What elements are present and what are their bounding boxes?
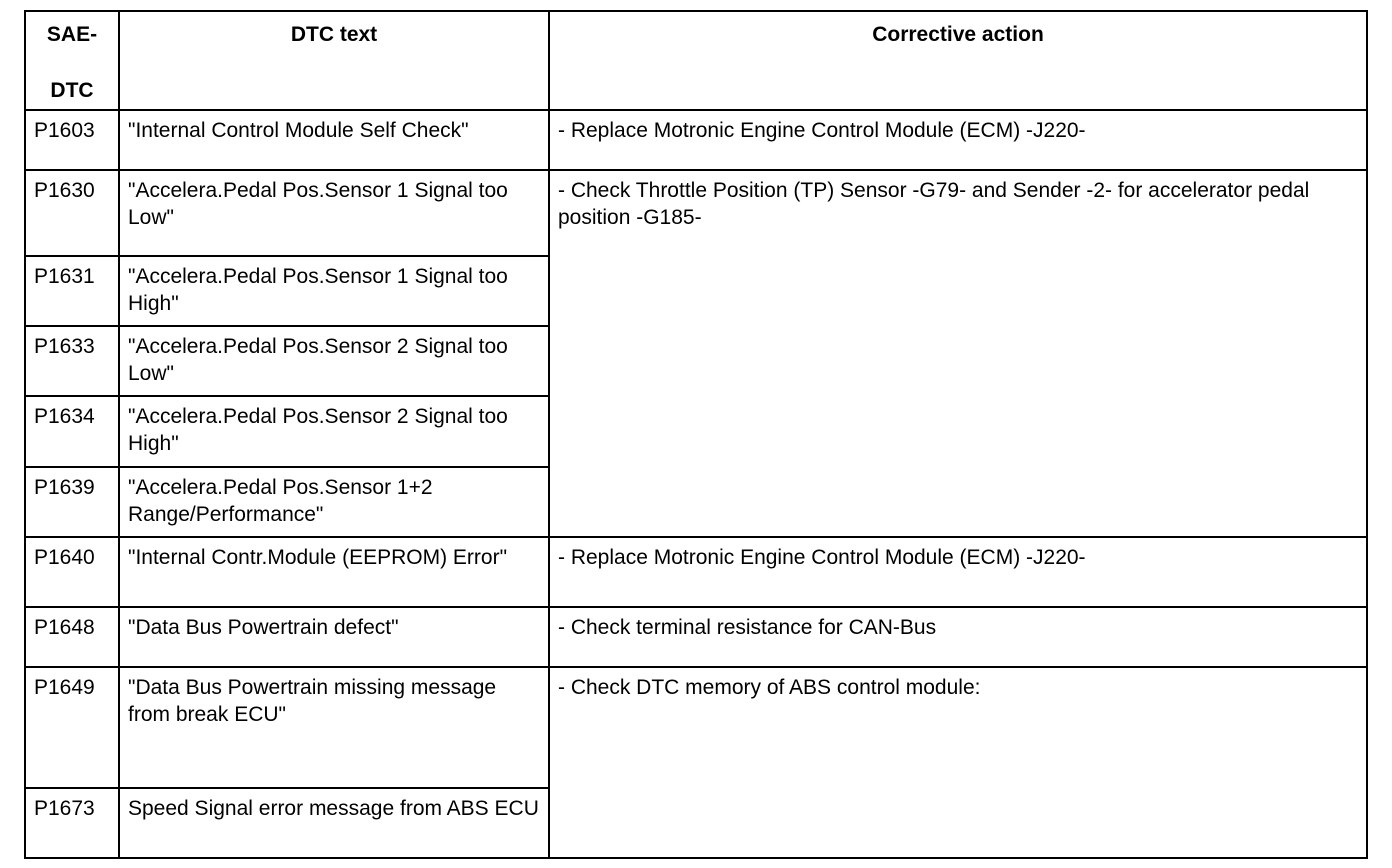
table-row <box>25 607 1367 667</box>
header-row <box>25 11 1367 110</box>
dtc-code: P1639 <box>25 467 119 537</box>
dtc-text: "Data Bus Powertrain defect" <box>119 607 549 667</box>
table-row <box>25 170 1367 256</box>
header-dtc-text: DTC text <box>119 11 549 110</box>
dtc-text: "Internal Contr.Module (EEPROM) Error" <box>119 537 549 607</box>
corrective-action: - Replace Motronic Engine Control Module (ECM) -J220- <box>549 110 1367 170</box>
table-row <box>25 110 1367 170</box>
corrective-action: - Replace Motronic Engine Control Module (ECM) -J220- <box>549 537 1367 607</box>
dtc-text: Speed Signal error message from ABS ECU <box>119 788 549 858</box>
dtc-text: "Accelera.Pedal Pos.Sensor 2 Signal too Low" <box>119 326 549 396</box>
dtc-code: P1631 <box>25 256 119 326</box>
dtc-text: "Accelera.Pedal Pos.Sensor 1 Signal too High" <box>119 256 549 326</box>
dtc-code: P1633 <box>25 326 119 396</box>
dtc-text: "Accelera.Pedal Pos.Sensor 2 Signal too High" <box>119 396 549 467</box>
table-row <box>25 537 1367 607</box>
dtc-text: "Accelera.Pedal Pos.Sensor 1 Signal too Low" <box>119 170 549 256</box>
dtc-code: P1673 <box>25 788 119 858</box>
dtc-code: P1634 <box>25 396 119 467</box>
dtc-code: P1603 <box>25 110 119 170</box>
corrective-action: - Check DTC memory of ABS control module: <box>549 667 1367 858</box>
dtc-code: P1630 <box>25 170 119 256</box>
header-sae-dtc-line2: DTC <box>50 79 94 102</box>
dtc-text: "Data Bus Powertrain missing message from break ECU" <box>119 667 549 788</box>
dtc-code: P1648 <box>25 607 119 667</box>
corrective-action: - Check terminal resistance for CAN-Bus <box>549 607 1367 667</box>
header-corrective-action: Corrective action <box>549 11 1367 110</box>
dtc-table <box>24 10 1368 859</box>
header-sae-dtc <box>25 11 119 110</box>
table-row <box>25 667 1367 788</box>
dtc-text: "Accelera.Pedal Pos.Sensor 1+2 Range/Performance" <box>119 467 549 537</box>
dtc-code: P1649 <box>25 667 119 788</box>
dtc-code: P1640 <box>25 537 119 607</box>
dtc-text: "Internal Control Module Self Check" <box>119 110 549 170</box>
header-sae-dtc-line1: SAE- <box>46 23 98 46</box>
corrective-action: - Check Throttle Position (TP) Sensor -G79- and Sender -2- for accelerator pedal position -G185- <box>549 170 1367 537</box>
